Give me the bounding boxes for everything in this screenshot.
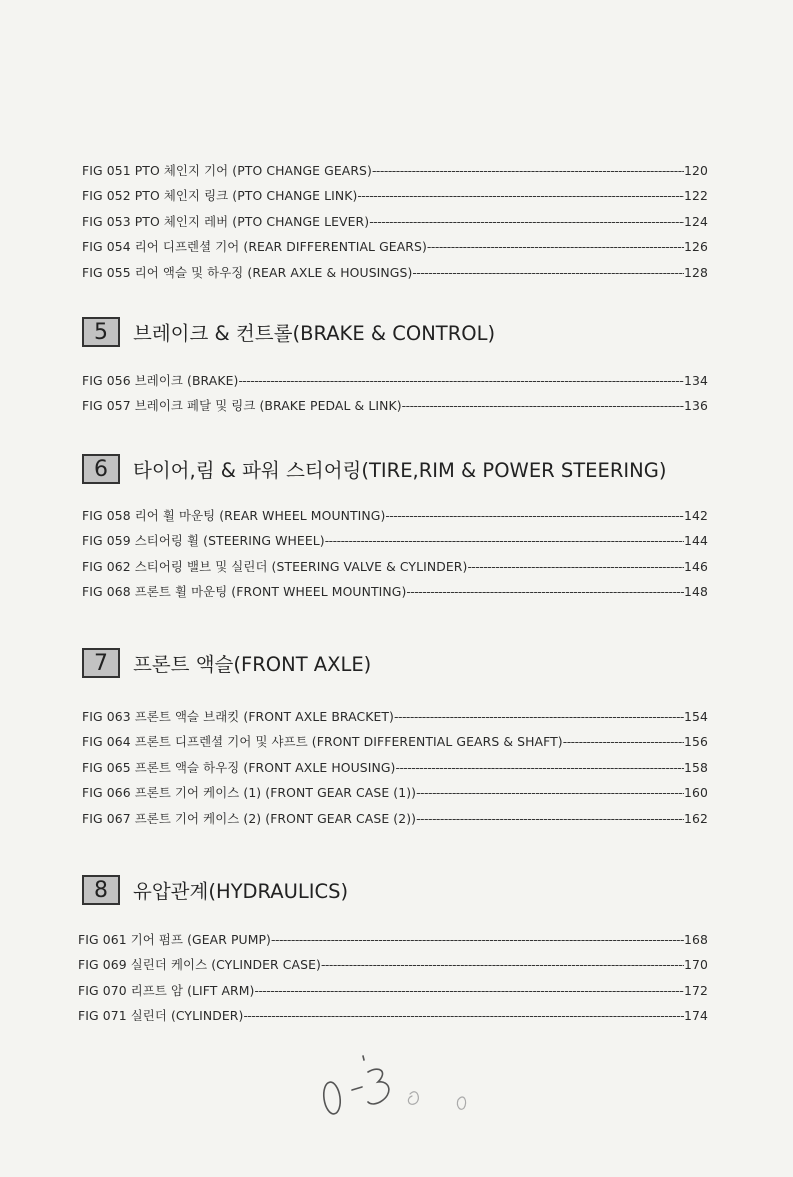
dot-leader	[427, 239, 684, 254]
toc-entry[interactable]	[82, 707, 708, 732]
dot-leader	[385, 508, 684, 523]
entry-label: FIG 071 실린더 (CYLINDER)	[78, 1008, 244, 1024]
toc-entry[interactable]	[82, 237, 708, 262]
section-number-badge: 6	[82, 454, 120, 484]
toc-entry[interactable]	[82, 396, 708, 421]
entry-label: FIG 066 프론트 기어 케이스 (1) (FRONT GEAR CASE (1))	[82, 785, 417, 801]
section-title: 타이어,림 & 파워 스티어링(TIRE,RIM & POWER STEERING)	[133, 459, 667, 482]
entry-page: 126	[684, 239, 708, 255]
section-number-badge: 7	[82, 648, 120, 678]
entry-page: 144	[684, 533, 708, 549]
entry-page: 148	[684, 584, 708, 600]
section-number-badge: 8	[82, 875, 120, 905]
dot-leader	[406, 584, 684, 599]
dot-leader	[321, 957, 684, 972]
entry-label: FIG 056 브레이크 (BRAKE)	[82, 373, 239, 388]
section-title: 유압관계(HYDRAULICS)	[133, 880, 349, 903]
entry-page: 146	[684, 558, 708, 574]
dot-leader	[238, 373, 684, 388]
entry-page: 120	[684, 163, 708, 178]
entry-label: FIG 065 프론트 액슬 하우징 (FRONT AXLE HOUSING)	[82, 759, 396, 775]
dot-leader	[369, 214, 684, 229]
entry-label: FIG 067 프론트 기어 케이스 (2) (FRONT GEAR CASE (2))	[82, 810, 417, 826]
entry-label: FIG 053 PTO 체인지 레버 (PTO CHANGE LEVER)	[82, 213, 370, 229]
entry-page: 168	[684, 932, 708, 947]
toc-group-6	[82, 506, 708, 608]
section-heading-8[interactable]	[82, 875, 348, 905]
section-title: 브레이크 & 컨트롤(BRAKE & CONTROL)	[133, 322, 496, 345]
entry-label: FIG 064 프론트 디프렌셜 기어 및 샤프트 (FRONT DIFFERENTIAL GEARS & SHAFT)	[82, 734, 563, 750]
toc-entry[interactable]	[82, 506, 708, 531]
section-number-badge: 5	[82, 317, 120, 347]
entry-label: FIG 061 기어 펌프 (GEAR PUMP)	[78, 932, 271, 947]
entry-label: FIG 057 브레이크 페달 및 링크 (BRAKE PEDAL & LINK)	[82, 398, 402, 414]
toc-entry[interactable]	[82, 263, 708, 288]
entry-label: FIG 052 PTO 체인지 링크 (PTO CHANGE LINK)	[82, 188, 358, 204]
toc-group-5	[82, 371, 708, 422]
entry-page: 156	[684, 734, 708, 750]
entry-label: FIG 069 실린더 케이스 (CYLINDER CASE)	[78, 957, 321, 973]
dot-leader	[402, 398, 684, 413]
entry-label: FIG 062 스티어링 밸브 및 실린더 (STEERING VALVE & CYLINDER)	[82, 558, 468, 574]
toc-entry[interactable]	[82, 161, 708, 186]
dot-leader	[467, 559, 684, 574]
toc-entry[interactable]	[78, 930, 708, 955]
dot-leader	[416, 811, 684, 826]
entry-page: 142	[684, 508, 708, 523]
toc-entry[interactable]	[78, 955, 708, 980]
dot-leader	[357, 188, 684, 203]
entry-page: 134	[684, 373, 708, 388]
entry-page: 122	[684, 188, 708, 204]
dot-leader	[325, 533, 684, 548]
section-heading-5[interactable]	[82, 317, 495, 347]
toc-entry[interactable]	[82, 557, 708, 582]
entry-page: 160	[684, 785, 708, 801]
toc-entry[interactable]	[82, 809, 708, 834]
toc-group-continued	[82, 161, 708, 288]
entry-label: FIG 063 프론트 액슬 브래킷 (FRONT AXLE BRACKET)	[82, 709, 394, 724]
entry-page: 154	[684, 709, 708, 724]
dot-leader	[372, 163, 684, 178]
toc-entry[interactable]	[82, 783, 708, 808]
dot-leader	[416, 785, 684, 800]
toc-entry[interactable]	[78, 1006, 708, 1031]
toc-entry[interactable]	[82, 371, 708, 396]
toc-entry[interactable]	[82, 758, 708, 783]
entry-label: FIG 051 PTO 체인지 기어 (PTO CHANGE GEARS)	[82, 163, 372, 178]
dot-leader	[412, 265, 684, 280]
section-heading-7[interactable]	[82, 648, 371, 678]
dot-leader	[395, 760, 684, 775]
toc-entry[interactable]	[78, 981, 708, 1006]
toc-entry[interactable]	[82, 186, 708, 211]
handwritten-note	[318, 1050, 488, 1130]
dot-leader	[271, 932, 684, 947]
dot-leader	[563, 734, 684, 749]
toc-group-8	[78, 930, 708, 1032]
dot-leader	[394, 709, 684, 724]
entry-label: FIG 068 프론트 휠 마운팅 (FRONT WHEEL MOUNTING)	[82, 584, 407, 600]
entry-label: FIG 058 리어 휠 마운팅 (REAR WHEEL MOUNTING)	[82, 508, 386, 523]
entry-label: FIG 070 리프트 암 (LIFT ARM)	[78, 982, 255, 998]
dot-leader	[243, 1008, 684, 1023]
entry-page: 124	[684, 213, 708, 229]
entry-page: 128	[684, 264, 708, 280]
entry-label: FIG 055 리어 액슬 및 하우징 (REAR AXLE & HOUSINGS)	[82, 264, 413, 280]
toc-entry[interactable]	[82, 732, 708, 757]
toc-entry[interactable]	[82, 531, 708, 556]
toc-entry[interactable]	[82, 582, 708, 607]
entry-label: FIG 059 스티어링 휠 (STEERING WHEEL)	[82, 533, 325, 549]
entry-page: 170	[684, 957, 708, 973]
entry-page: 158	[684, 759, 708, 775]
toc-entry[interactable]	[82, 212, 708, 237]
section-title: 프론트 액슬(FRONT AXLE)	[133, 653, 372, 676]
dot-leader	[254, 983, 684, 998]
entry-label: FIG 054 리어 디프렌셜 기어 (REAR DIFFERENTIAL GEARS)	[82, 239, 427, 255]
entry-page: 172	[684, 982, 708, 998]
entry-page: 174	[684, 1008, 708, 1024]
section-heading-6[interactable]	[82, 454, 666, 484]
entry-page: 136	[684, 398, 708, 414]
toc-group-7	[82, 707, 708, 834]
entry-page: 162	[684, 810, 708, 826]
